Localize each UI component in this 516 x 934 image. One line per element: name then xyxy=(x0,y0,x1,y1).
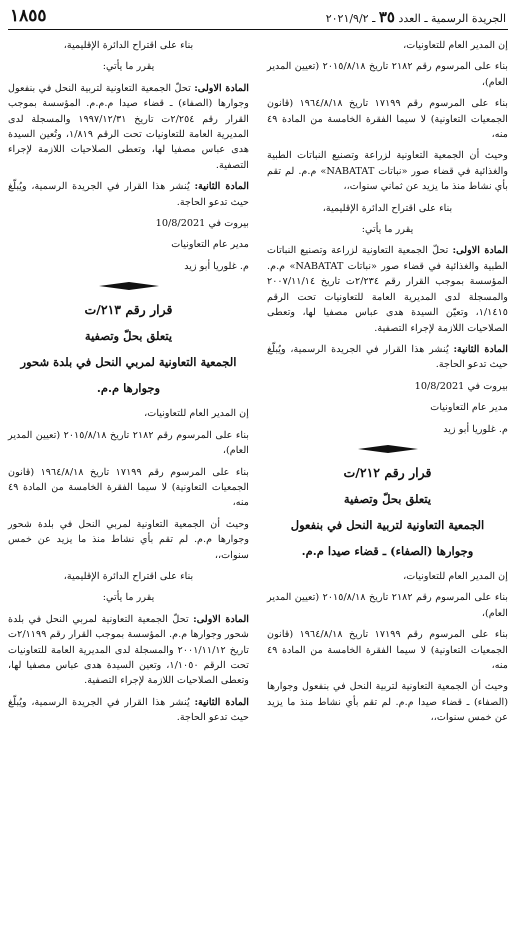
running-title-a: الجريدة الرسمية ـ العدد xyxy=(398,12,506,25)
recital-1: بناء على المرسوم رقم ٢١٨٢ تاريخ ٢٠١٥/٨/١٨ (تعيين المدير العام)، xyxy=(267,61,508,88)
article-2 xyxy=(8,179,249,210)
section-divider xyxy=(8,282,249,290)
decision-212-subtitle-1: يتعلق بحلّ وتصفية xyxy=(343,491,432,506)
recital-3: وحيث أن الجمعية التعاونية لتربية النحل في بنفعول وجوارها (الصفاء) ـ قضاء صيدا م.م. لم تقم بأي نشاط منذ ما يزيد عن خمس سنوات،، xyxy=(267,681,508,724)
running-title-b: ـ ٢٠٢١/٩/٢ xyxy=(325,12,376,25)
article-2-label: المادة الثانية: xyxy=(194,696,249,708)
signature-date: بيروت في 10/8/2021 xyxy=(414,380,508,392)
article-1-label: المادة الاولى: xyxy=(193,613,249,625)
section-divider xyxy=(267,445,508,453)
decides-line: يقرر ما يأتي: xyxy=(102,592,155,604)
decision-212-title: قرار رقم ٢١٢/ت xyxy=(343,464,432,480)
article-2-label: المادة الثانية: xyxy=(453,343,508,355)
intro-line: إن المدير العام للتعاونيات، xyxy=(144,408,249,420)
article-1-text: تحلّ الجمعية التعاونية لزراعة وتصنيع النباتات الطبية والغذائية في قضاء صور «نباتات NABATAT» م.م. المؤسسة بموجب القرار رقم ٢/٢٣٤ت تاريخ ٢٠٠٧/١١/١٤ والمسجلة لدى المديرية العامة للتعاونيات تحت الرقم ١/١٤١٥، وتعيّن السيدة هدى عباس مصفيا لها، وتعطى الصلاحيات اللازمة لإجراء التصفية. xyxy=(267,245,508,334)
article-1-text: تحلّ الجمعية التعاونية لتربية النحل في بنفعول وجوارها (الصفاء) ـ قضاء صيدا م.م.م. المؤسسة بموجب القرار رقم ٢/٢٥٤ت تاريخ ١٩٩٧/١٢/٣١ والمسجلة لدى المديرية العامة للتعاونيات تحت الرقم ١/٨١٩، وتُعين السيدة هدى عباس مصفيا لها، وتعطى الصلاحيات اللازمة لإجراء التصفية. xyxy=(8,82,249,171)
decision-213-subtitle-2: الجمعية التعاونية لمربي النحل في بلدة شحور xyxy=(20,355,237,370)
article-1 xyxy=(267,243,508,335)
left-column xyxy=(8,38,249,732)
decision-212-subtitle-2: الجمعية التعاونية لتربية النحل في بنفعول xyxy=(290,517,485,532)
proposal-line: بناء على اقتراح الدائرة الإقليمية، xyxy=(63,570,194,582)
signature-name: م. غلوريا أبو زيد xyxy=(443,423,508,435)
proposal-line: بناء على اقتراح الدائرة الإقليمية، xyxy=(63,40,194,51)
decision-213-subtitle-1: يتعلق بحلّ وتصفية xyxy=(84,329,173,344)
page-number: ١٨٥٥ xyxy=(10,6,47,26)
article-1-label: المادة الاولى: xyxy=(194,82,249,94)
signature-title: مدير عام التعاونيات xyxy=(171,239,249,251)
right-column xyxy=(267,38,508,732)
signature-date: بيروت في 10/8/2021 xyxy=(155,218,249,230)
recital-1: بناء على المرسوم رقم ٢١٨٢ تاريخ ٢٠١٥/٨/١٨ (تعيين المدير العام)، xyxy=(267,592,508,619)
article-2-text: يُنشر هذا القرار في الجريدة الرسمية، ويُبلّغ حيث تدعو الحاجة. xyxy=(8,181,249,208)
article-1 xyxy=(8,81,249,173)
page-header xyxy=(8,6,508,30)
decision-213-subtitle-3: وجوارها م.م. xyxy=(96,381,161,396)
recital-2: بناء على المرسوم رقم ١٧١٩٩ تاريخ ١٩٦٤/٨/١٨ (قانون الجمعيات التعاونية) لا سيما الفقرة الخامسة من المادة ٤٩ منه، xyxy=(267,629,508,671)
article-1-text: تحلّ الجمعية التعاونية لمربي النحل في بلدة شحور وجوارها م.م. المؤسسة بموجب القرار رقم ٢/١١٩٩ت تاريخ ٢٠٠١/١١/١٢ والمسجلة لدى المديرية العامة للتعاونيات تحت الرقم ١/١٠٥٠، وتعين السيدة هدى عباس مصفيا لها، وتعطى الصلاحيات اللازمة لإجراء التصفية. xyxy=(8,613,250,687)
recital-3: وحيث أن الجمعية التعاونية لمربي النحل في بلدة شحور وجوارها م.م. لم تقم بأي نشاط منذ ما يزيد عن خمس سنوات،، xyxy=(8,518,249,561)
article-2-text: يُنشر هذا القرار في الجريدة الرسمية، ويُبلّغ حيث تدعو الحاجة. xyxy=(267,343,508,371)
intro-line: إن المدير العام للتعاونيات، xyxy=(403,570,508,582)
signature-title: مدير عام التعاونيات xyxy=(430,402,508,414)
article-1 xyxy=(8,612,249,689)
article-1-label: المادة الاولى: xyxy=(452,245,508,257)
issue-number: ٣٥ xyxy=(378,8,395,26)
signature-name: م. غلوريا أبو زيد xyxy=(184,260,249,272)
intro-line: إن المدير العام للتعاونيات، xyxy=(403,40,508,51)
recital-3: وحيث أن الجمعية التعاونية لزراعة وتصنيع النباتات الطبية والغذائية في قضاء صور «نباتات NABATAT» م.م. لم تقم بأي نشاط منذ ما يزيد عن ثماني سنوات،، xyxy=(267,150,508,193)
decision-213-title: قرار رقم ٢١٣/ت xyxy=(84,302,173,318)
article-2 xyxy=(267,342,508,373)
recital-1: بناء على المرسوم رقم ٢١٨٢ تاريخ ٢٠١٥/٨/١٨ (تعيين المدير العام)، xyxy=(8,429,249,457)
columns xyxy=(8,38,508,732)
running-title xyxy=(326,8,506,26)
article-2 xyxy=(8,695,249,726)
decides-line: يقرر ما يأتي: xyxy=(102,61,155,73)
proposal-line: بناء على اقتراح الدائرة الإقليمية، xyxy=(322,202,453,214)
decides-line: يقرر ما يأتي: xyxy=(361,224,414,236)
article-2-text: يُنشر هذا القرار في الجريدة الرسمية، ويُبلّغ حيث تدعو الحاجة. xyxy=(8,696,249,724)
recital-2: بناء على المرسوم رقم ١٧١٩٩ تاريخ ١٩٦٤/٨/١٨ (قانون الجمعيات التعاونية) لا سيما الفقرة الخامسة من المادة ٤٩ منه، xyxy=(8,466,249,509)
decision-212-subtitle-3: وجوارها (الصفاء) ـ قضاء صيدا م.م. xyxy=(301,543,474,558)
recital-2: بناء على المرسوم رقم ١٧١٩٩ تاريخ ١٩٦٤/٨/١٨ (قانون الجمعيات التعاونية) لا سيما الفقرة الخامسة من المادة ٤٩ منه، xyxy=(267,98,508,141)
article-2-label: المادة الثانية: xyxy=(194,181,249,193)
